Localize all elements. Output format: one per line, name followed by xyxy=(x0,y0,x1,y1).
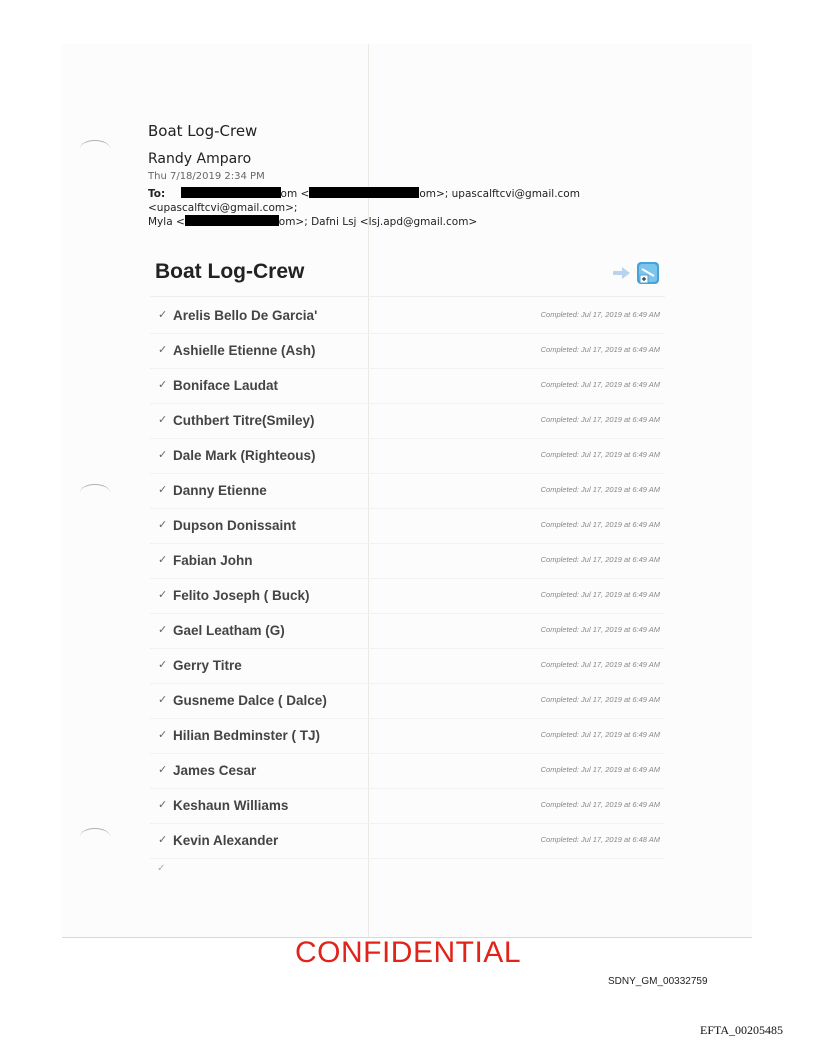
crew-name: Boniface Laudat xyxy=(173,378,279,393)
completion-status: Completed: Jul 17, 2019 at 6:49 AM xyxy=(540,345,660,354)
redaction-box xyxy=(185,215,279,226)
checkmark-icon: ✓ xyxy=(158,589,168,601)
checkmark-icon: ✓ xyxy=(158,624,168,636)
to-label: To: xyxy=(148,188,166,200)
redaction-box xyxy=(309,187,419,198)
crew-name: Keshaun Williams xyxy=(173,798,289,813)
partial-checkmark-icon: ✓ xyxy=(157,863,166,874)
recipient-text: om < xyxy=(280,188,310,200)
crew-name: Danny Etienne xyxy=(173,483,267,498)
recipients-line-1 xyxy=(148,187,708,215)
crew-row[interactable] xyxy=(150,369,665,404)
completion-status: Completed: Jul 17, 2019 at 6:49 AM xyxy=(540,800,660,809)
crew-row[interactable] xyxy=(150,719,665,754)
completion-status: Completed: Jul 17, 2019 at 6:49 AM xyxy=(540,380,660,389)
recipients-line-2 xyxy=(148,215,708,229)
crew-name: James Cesar xyxy=(173,763,257,778)
completion-status: Completed: Jul 17, 2019 at 6:49 AM xyxy=(540,520,660,529)
checkmark-icon: ✓ xyxy=(158,834,168,846)
checkmark-icon: ✓ xyxy=(158,344,168,356)
crew-row[interactable] xyxy=(150,544,665,579)
completion-status: Completed: Jul 17, 2019 at 6:49 AM xyxy=(540,485,660,494)
checkmark-icon: ✓ xyxy=(158,309,168,321)
checkmark-icon: ✓ xyxy=(158,659,168,671)
crew-row[interactable] xyxy=(150,439,665,474)
completion-status: Completed: Jul 17, 2019 at 6:49 AM xyxy=(540,555,660,564)
completion-status: Completed: Jul 17, 2019 at 6:48 AM xyxy=(540,835,660,844)
title-divider xyxy=(150,296,665,297)
crew-row[interactable] xyxy=(150,404,665,439)
checkmark-icon: ✓ xyxy=(158,449,168,461)
log-title: Boat Log-Crew xyxy=(155,260,305,283)
checkmark-icon: ✓ xyxy=(158,414,168,426)
checkmark-icon: ✓ xyxy=(158,379,168,391)
recipient-text: om>; upascalftcvi@gmail.com <upascalftcvi@gmail.com>; xyxy=(148,188,580,214)
crew-name: Cuthbert Titre(Smiley) xyxy=(173,413,315,428)
crew-name: Dupson Donissaint xyxy=(173,518,297,533)
recipient-text: om>; Dafni Lsj <lsj.apd@gmail.com> xyxy=(278,216,478,228)
punch-hole-mark xyxy=(80,828,110,845)
email-date: Thu 7/18/2019 2:34 PM xyxy=(148,171,265,182)
email-sender: Randy Amparo xyxy=(148,151,252,167)
punch-hole-mark xyxy=(80,484,110,501)
completion-status: Completed: Jul 17, 2019 at 6:49 AM xyxy=(540,625,660,634)
completion-status: Completed: Jul 17, 2019 at 6:49 AM xyxy=(540,660,660,669)
crew-row[interactable] xyxy=(150,684,665,719)
checkmark-icon: ✓ xyxy=(158,554,168,566)
checkmark-icon: ✓ xyxy=(158,694,168,706)
crew-name: Fabian John xyxy=(173,553,253,568)
crew-list xyxy=(150,299,665,859)
crew-name: Dale Mark (Righteous) xyxy=(173,448,316,463)
completion-status: Completed: Jul 17, 2019 at 6:49 AM xyxy=(540,590,660,599)
crew-name: Felito Joseph ( Buck) xyxy=(173,588,310,603)
checkmark-icon: ✓ xyxy=(158,729,168,741)
email-subject: Boat Log-Crew xyxy=(148,122,258,140)
crew-name: Arelis Bello De Garcia' xyxy=(173,308,318,323)
crew-row[interactable] xyxy=(150,509,665,544)
crew-name: Gael Leatham (G) xyxy=(173,623,285,638)
completion-status: Completed: Jul 17, 2019 at 6:49 AM xyxy=(540,450,660,459)
crew-name: Ashielle Etienne (Ash) xyxy=(173,343,316,358)
completion-status: Completed: Jul 17, 2019 at 6:49 AM xyxy=(540,765,660,774)
checkmark-icon: ✓ xyxy=(158,519,168,531)
email-recipients xyxy=(148,187,708,229)
completion-status: Completed: Jul 17, 2019 at 6:49 AM xyxy=(540,415,660,424)
recipient-text: Myla < xyxy=(148,216,185,228)
completion-status: Completed: Jul 17, 2019 at 6:49 AM xyxy=(540,695,660,704)
confidential-stamp: CONFIDENTIAL xyxy=(294,936,522,969)
bates-number: SDNY_GM_00332759 xyxy=(608,976,708,987)
checkmark-icon: ✓ xyxy=(158,764,168,776)
crew-row[interactable] xyxy=(150,614,665,649)
crew-row[interactable] xyxy=(150,824,665,859)
crew-name: Kevin Alexander xyxy=(173,833,279,848)
punch-hole-mark xyxy=(80,140,110,157)
checkmark-icon: ✓ xyxy=(158,484,168,496)
crew-name: Gerry Titre xyxy=(173,658,242,673)
checkmark-icon: ✓ xyxy=(158,799,168,811)
arrow-right-icon xyxy=(612,266,632,280)
completion-status: Completed: Jul 17, 2019 at 6:49 AM xyxy=(540,310,660,319)
completion-status: Completed: Jul 17, 2019 at 6:49 AM xyxy=(540,730,660,739)
share-icon[interactable] xyxy=(636,261,660,285)
crew-name: Gusneme Dalce ( Dalce) xyxy=(173,693,327,708)
crew-row[interactable] xyxy=(150,334,665,369)
crew-row[interactable] xyxy=(150,474,665,509)
efta-number: EFTA_00205485 xyxy=(700,1023,784,1037)
crew-row[interactable] xyxy=(150,299,665,334)
crew-row[interactable] xyxy=(150,754,665,789)
crew-row[interactable] xyxy=(150,579,665,614)
crew-row[interactable] xyxy=(150,789,665,824)
crew-name: Hilian Bedminster ( TJ) xyxy=(173,728,321,743)
crew-row[interactable] xyxy=(150,649,665,684)
redaction-box xyxy=(181,187,281,198)
